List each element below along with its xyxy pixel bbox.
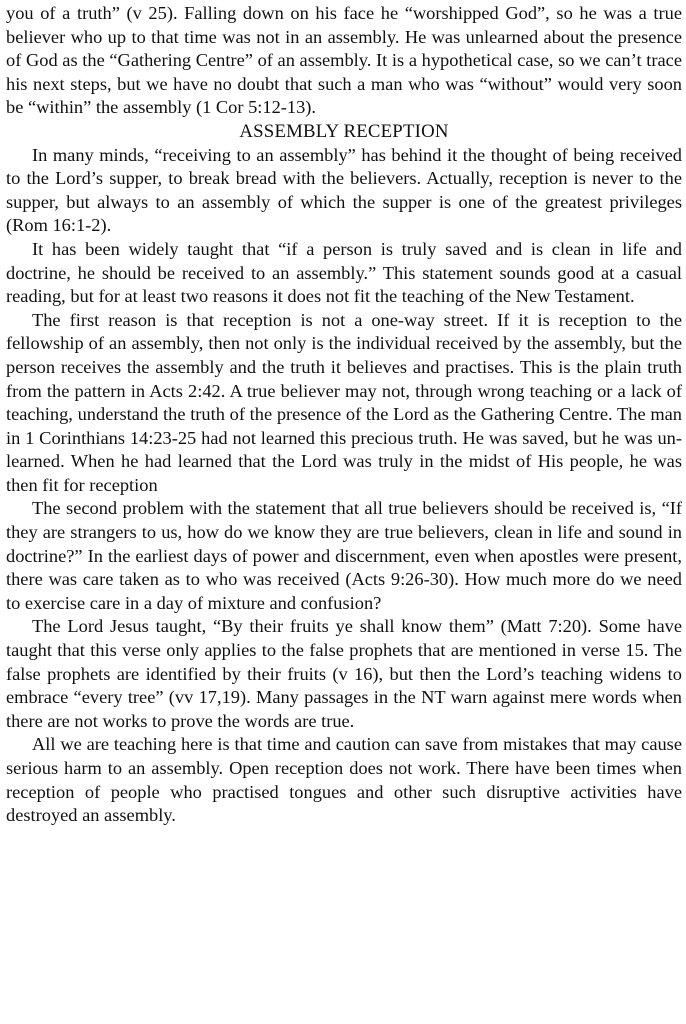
section-heading: ASSEMBLY RECEPTION (239, 120, 449, 142)
lead-paragraph: you of a truth” (v 25). Falling down on his face he “worshipped God”, so he was a true believer who up to that time was not in an assembly. He was unlearned about the presence of God as the “Gathering Centre” of an assembly. It is a hypothetical case, so we can’t trace his next steps, but we have no doubt that such a man who was “without” would very soon be “within” the assembly (1 Cor 5:12-13). (6, 3, 682, 118)
body-paragraph-by-their-fruits: The Lord Jesus taught, “By their fruits ye shall know them” (Matt 7:20). Some have taught that this verse only applies to the false prophets that are mentioned in verse 15. The false prophets are identified by their fruits (v 16), but then the Lord’s teaching widens to embrace “every tree” (vv 17,19). Many passages in the NT warn against mere words when there are not works to prove the words are true. (6, 616, 682, 731)
body-paragraph-reception-to-supper: In many minds, “receiving to an assembly” has behind it the thought of being received to the Lord’s supper, to break bread with the believers. Actually, reception is never to the supper, but always to an assembly of which the supper is one of the greatest privileges (Rom 16:1-2). (6, 144, 682, 236)
body-paragraph-time-and-caution: All we are teaching here is that time and caution can save from mistakes that may cause serious harm to an assembly. Open reception does not work. There have been times when reception of people who practised tongues and other such disruptive activities have destroyed an assembly. (6, 734, 682, 826)
body-paragraph-second-problem: The second problem with the statement that all true believers should be received is, “If they are strangers to us, how do we know they are true believers, clean in life and sound in doctrine?” In the earliest days of power and discernment, even when apostles were present, there was care taken as to who was received (Acts 9:26-30). How much more do we need to exercise care in a day of mixture and confusion? (6, 498, 682, 613)
body-paragraph-widely-taught: It has been widely taught that “if a person is truly saved and is clean in life and doctrine, he should be received to an assembly.” This statement sounds good at a casual reading, but for at least two reasons it does not fit the teaching of the New Testament. (6, 238, 682, 307)
body-paragraph-first-reason: The first reason is that reception is not a one-way street. If it is reception to the fellowship of an assembly, then not only is the individual received by the assembly, but the person receives the assembly and the truth it believes and practises. This is the plain truth from the pattern in Acts 2:42. A true believer may not, through wrong teaching or a lack of teaching, understand the truth of the presence of the Lord as the Gathering Centre. The man in 1 Corinthians 14:23-25 had not learned this precious truth. He was saved, but he was unlearned. When he had learned that the Lord was truly in the midst of His people, he was then fit for reception (6, 309, 682, 495)
